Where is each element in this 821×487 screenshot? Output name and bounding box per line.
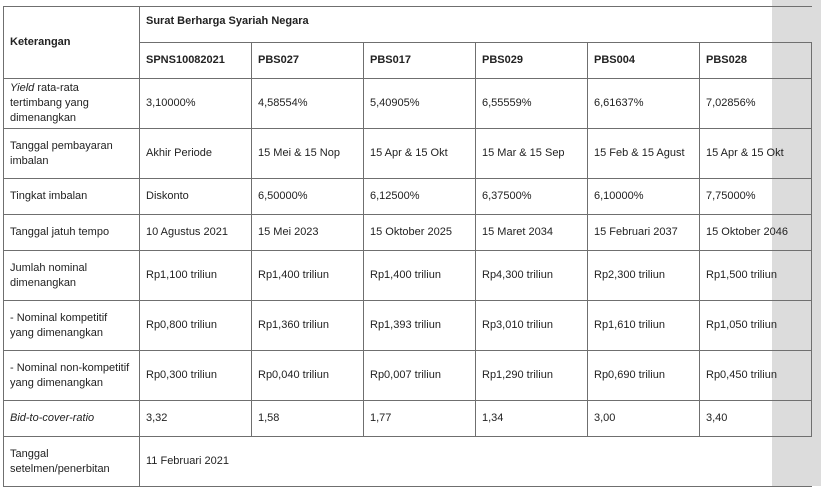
table-cell: 3,32 [140,401,252,437]
table-cell: 15 Apr & 15 Okt [364,129,476,179]
auction-results-table [3,6,812,487]
table-row [4,215,812,251]
table-cell: Rp0,300 triliun [140,351,252,401]
table-cell: Rp1,500 triliun [700,251,812,301]
table-cell: Rp1,290 triliun [476,351,588,401]
table-row [4,351,812,401]
table-cell: 3,00 [588,401,700,437]
table-cell: Rp0,450 triliun [700,351,812,401]
table-cell: 6,50000% [252,179,364,215]
settlement-label: Tanggal setelmen/penerbitan [4,437,140,487]
table-cell: 15 Apr & 15 Okt [700,129,812,179]
row-label-text: Tingkat imbalan [10,190,88,202]
row-label-text: Tanggal jatuh tempo [10,226,110,238]
table-cell: Rp1,400 triliun [252,251,364,301]
settlement-row [4,437,812,487]
series-header: PBS027 [252,43,364,79]
table-cell: Rp1,100 triliun [140,251,252,301]
table-cell: 7,02856% [700,79,812,129]
table-cell: Rp1,610 triliun [588,301,700,351]
row-label [4,215,140,251]
header-row-group [4,7,812,43]
row-label [4,401,140,437]
row-label-italic: Yield [10,82,35,94]
table-cell: Rp1,360 triliun [252,301,364,351]
series-header: PBS017 [364,43,476,79]
table-row [4,251,812,301]
table-cell: 5,40905% [364,79,476,129]
header-group-sbsn: Surat Berharga Syariah Negara [140,7,812,43]
series-header: PBS029 [476,43,588,79]
table-cell: Rp2,300 triliun [588,251,700,301]
table-row [4,179,812,215]
table-cell: 10 Agustus 2021 [140,215,252,251]
row-label-text: Jumlah nominal dimenangkan [10,261,88,289]
table-cell: 15 Oktober 2046 [700,215,812,251]
table-cell: 6,37500% [476,179,588,215]
series-header: PBS004 [588,43,700,79]
row-label [4,351,140,401]
table-cell: 15 Oktober 2025 [364,215,476,251]
table-row [4,301,812,351]
table-cell: 3,40 [700,401,812,437]
table-cell: 4,58554% [252,79,364,129]
table-cell: 6,10000% [588,179,700,215]
row-label [4,129,140,179]
table-cell: 15 Februari 2037 [588,215,700,251]
table-cell: Rp1,400 triliun [364,251,476,301]
table-cell: 15 Feb & 15 Agust [588,129,700,179]
table-row [4,79,812,129]
row-label-text: Tanggal pembayaran imbalan [10,139,113,167]
row-label-italic: Bid-to-cover-ratio [10,412,95,424]
table-row [4,129,812,179]
table-cell: Rp3,010 triliun [476,301,588,351]
table-cell: Diskonto [140,179,252,215]
row-label-text: rata-rata tertimbang yang dimenangkan [10,82,89,124]
table-cell: 1,77 [364,401,476,437]
table-cell: 15 Mei 2023 [252,215,364,251]
header-keterangan: Keterangan [4,7,140,79]
table-cell: Akhir Periode [140,129,252,179]
table-cell: 15 Mar & 15 Sep [476,129,588,179]
table-cell: 7,75000% [700,179,812,215]
table-cell: Rp0,800 triliun [140,301,252,351]
table-cell: 1,58 [252,401,364,437]
table-cell: Rp4,300 triliun [476,251,588,301]
table-cell: Rp0,040 triliun [252,351,364,401]
table-cell: 1,34 [476,401,588,437]
table-cell: Rp1,050 triliun [700,301,812,351]
table-cell: Rp1,393 triliun [364,301,476,351]
table-cell: 15 Maret 2034 [476,215,588,251]
table-cell: 15 Mei & 15 Nop [252,129,364,179]
table-cell: Rp0,690 triliun [588,351,700,401]
settlement-date: 11 Februari 2021 [140,437,812,487]
table-cell: 6,12500% [364,179,476,215]
row-label [4,179,140,215]
row-label-text: - Nominal non-kompetitif yang dimenangkan [10,361,130,389]
row-label [4,251,140,301]
series-header: SPNS10082021 [140,43,252,79]
table-cell: Rp0,007 triliun [364,351,476,401]
row-label [4,79,140,129]
table-cell: 3,10000% [140,79,252,129]
table-row [4,401,812,437]
table-cell: 6,61637% [588,79,700,129]
table-cell: 6,55559% [476,79,588,129]
series-header: PBS028 [700,43,812,79]
row-label-text: - Nominal kompetitif yang dimenangkan [10,311,108,339]
row-label [4,301,140,351]
